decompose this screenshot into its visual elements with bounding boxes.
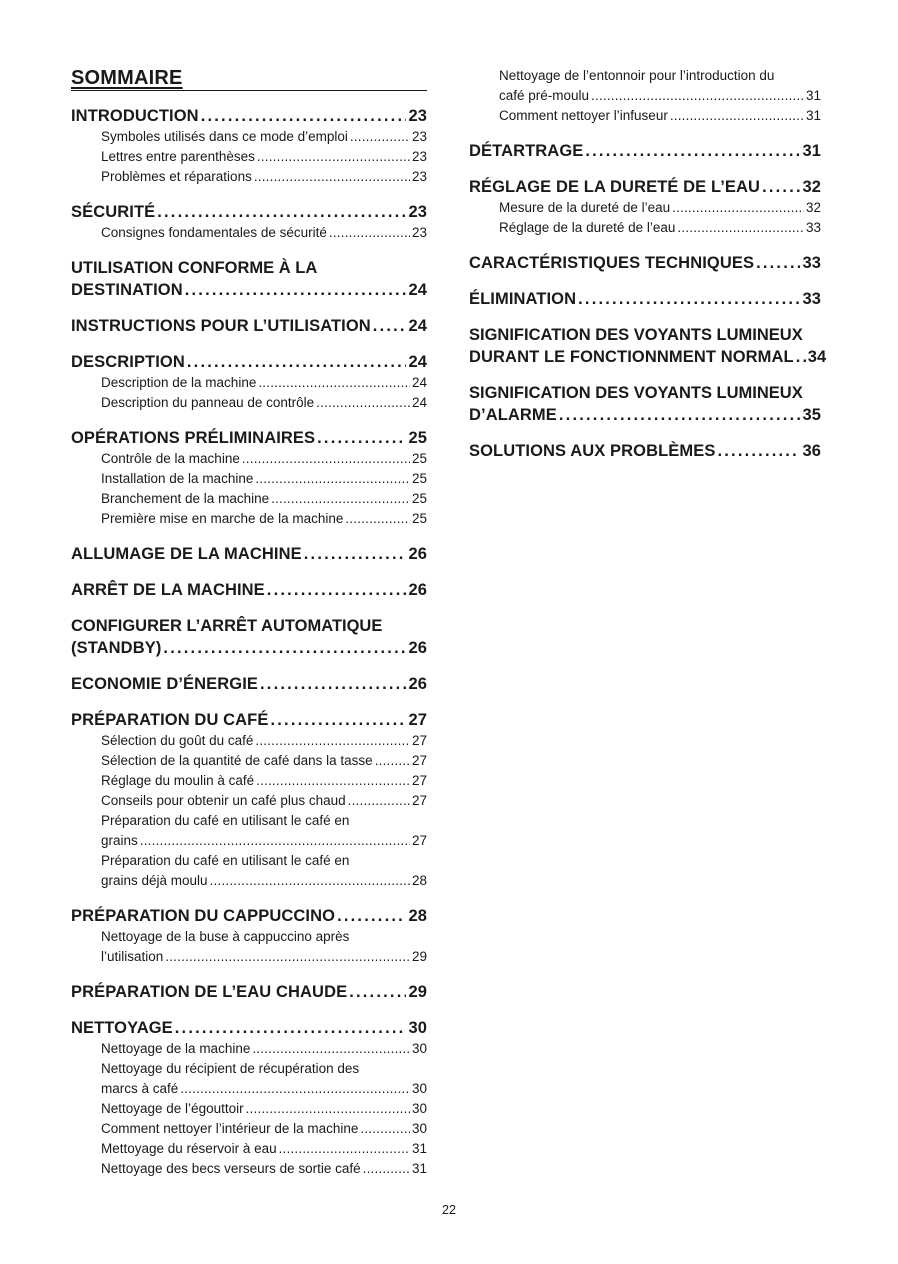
- section-heading-entry[interactable]: [71, 543, 427, 565]
- subsection-label: Première mise en marche de la machine: [101, 511, 344, 526]
- subsection-page: 27: [411, 833, 427, 848]
- subsection-label: Contrôle de la machine: [101, 451, 240, 466]
- toc-section: [71, 105, 427, 187]
- section-heading-label: DURANT LE FONCTIONNMENT NORMAL: [469, 348, 794, 366]
- subsection-label: l’utilisation: [101, 949, 164, 964]
- section-heading-label: DESTINATION: [71, 281, 183, 299]
- section-heading-page: 24: [408, 281, 427, 299]
- subsection-entry[interactable]: [71, 731, 427, 751]
- subsection-line1: Préparation du café en utilisant le café en: [101, 813, 350, 828]
- section-heading-page: 26: [408, 675, 427, 693]
- leader-dots: [337, 905, 406, 927]
- subsection-entry[interactable]: [71, 791, 427, 811]
- leader-dots: [585, 140, 800, 162]
- subsection-entry[interactable]: [71, 1159, 427, 1179]
- subsection-page: 31: [411, 1141, 427, 1156]
- toc-right-column: [469, 66, 827, 476]
- toc-section: [71, 257, 427, 301]
- leader-dots: [329, 223, 410, 243]
- subsection-page: 31: [411, 1161, 427, 1176]
- section-heading-label: PRÉPARATION DU CAPPUCCINO: [71, 907, 336, 925]
- subsection-line1: Nettoyage du récipient de récupération des: [101, 1061, 360, 1076]
- section-heading-line1: UTILISATION CONFORME À LA: [71, 259, 318, 277]
- subsection-label: Consignes fondamentales de sécurité: [101, 225, 327, 240]
- section-heading-label: (STANDBY): [71, 639, 162, 657]
- subsection-label: Sélection du goût du café: [101, 733, 254, 748]
- section-heading-label: INSTRUCTIONS POUR L’UTILISATION: [71, 317, 371, 335]
- subsection-page: 24: [411, 395, 427, 410]
- toc-section: [71, 579, 427, 601]
- toc-section: [71, 315, 427, 337]
- section-heading-entry[interactable]: [469, 288, 821, 310]
- section-heading-entry[interactable]: [71, 637, 427, 659]
- section-heading-page: 33: [802, 254, 821, 272]
- toc-right-sections: [469, 66, 827, 462]
- subsection-entry[interactable]: [71, 1039, 427, 1059]
- subsection-entry[interactable]: [71, 1119, 427, 1139]
- subsection-entry[interactable]: [71, 127, 427, 147]
- subsection-entry[interactable]: [71, 871, 427, 891]
- section-heading-label: SÉCURITÉ: [71, 203, 156, 221]
- toc-section: [469, 252, 821, 274]
- leader-dots: [180, 1079, 410, 1099]
- toc-left-sections: [71, 105, 427, 1179]
- leader-dots: [279, 1139, 410, 1159]
- section-heading-page: 35: [802, 406, 821, 424]
- section-heading-label: SOLUTIONS AUX PROBLÈMES: [469, 442, 716, 460]
- leader-dots: [187, 351, 407, 373]
- leader-dots: [140, 831, 410, 851]
- toc-title: SOMMAIRE: [71, 66, 427, 91]
- section-heading-entry[interactable]: [469, 440, 821, 462]
- leader-dots: [271, 489, 410, 509]
- leader-dots: [255, 731, 410, 751]
- subsection-label: Nettoyage de la machine: [101, 1041, 251, 1056]
- subsection-entry[interactable]: [469, 86, 821, 106]
- toc-section: [469, 288, 821, 310]
- subsection-page: 25: [411, 451, 427, 466]
- section-heading-page: 36: [802, 442, 821, 460]
- subsection-page: 30: [411, 1081, 427, 1096]
- toc-section: [469, 324, 827, 368]
- toc-section: [469, 66, 821, 126]
- section-heading-entry[interactable]: [469, 404, 821, 426]
- section-heading-entry[interactable]: [71, 1017, 427, 1039]
- leader-dots: [672, 198, 804, 218]
- subsection-page: 29: [411, 949, 427, 964]
- leader-dots: [348, 791, 410, 811]
- toc-section: [71, 905, 427, 967]
- subsection-entry[interactable]: [71, 167, 427, 187]
- subsection-entry[interactable]: [71, 831, 427, 851]
- leader-dots: [258, 373, 410, 393]
- leader-dots: [175, 1017, 407, 1039]
- section-heading-entry[interactable]: [71, 351, 427, 373]
- subsection-page: 27: [411, 773, 427, 788]
- section-heading-entry[interactable]: [469, 176, 821, 198]
- section-heading-page: 23: [408, 107, 427, 125]
- leader-dots: [345, 509, 410, 529]
- subsection-label: grains déjà moulu: [101, 873, 208, 888]
- subsection-entry[interactable]: [71, 449, 427, 469]
- subsection-entry[interactable]: [71, 1079, 427, 1099]
- subsection-label: marcs à café: [101, 1081, 179, 1096]
- leader-dots: [163, 637, 406, 659]
- section-heading-entry[interactable]: [71, 201, 427, 223]
- subsection-entry[interactable]: [71, 1139, 427, 1159]
- subsection-label: Mettoyage du réservoir à eau: [101, 1141, 277, 1156]
- subsection-label: Installation de la machine: [101, 471, 254, 486]
- subsection-line1: Nettoyage de l’entonnoir pour l’introduction du: [499, 68, 775, 83]
- section-heading-label: ECONOMIE D’ÉNERGIE: [71, 675, 258, 693]
- section-heading-label: RÉGLAGE DE LA DURETÉ DE L’EAU: [469, 178, 761, 196]
- leader-dots: [316, 393, 410, 413]
- subsection-label: Comment nettoyer l’infuseur: [499, 108, 668, 123]
- subsection-page: 30: [411, 1121, 427, 1136]
- subsection-label: Problèmes et réparations: [101, 169, 252, 184]
- section-heading-page: 24: [408, 317, 427, 335]
- section-heading-page: 34: [807, 348, 827, 366]
- section-heading-entry[interactable]: [71, 905, 427, 927]
- subsection-page: 33: [805, 220, 821, 235]
- leader-dots: [717, 440, 800, 462]
- leader-dots: [254, 167, 410, 187]
- subsection-page: 23: [411, 169, 427, 184]
- section-heading-label: ALLUMAGE DE LA MACHINE: [71, 545, 302, 563]
- subsection-page: 31: [805, 108, 821, 123]
- leader-dots: [373, 315, 407, 337]
- toc-section: [71, 673, 427, 695]
- section-heading-label: DÉTARTRAGE: [469, 142, 584, 160]
- section-heading-page: 29: [408, 983, 427, 1001]
- section-heading-entry[interactable]: [71, 709, 427, 731]
- leader-dots: [349, 981, 406, 1003]
- section-heading-label: ÉLIMINATION: [469, 290, 577, 308]
- toc-section: [469, 140, 821, 162]
- leader-dots: [270, 709, 406, 731]
- section-heading-entry[interactable]: [71, 427, 427, 449]
- leader-dots: [375, 751, 410, 771]
- subsection-label: Branchement de la machine: [101, 491, 270, 506]
- leader-dots: [256, 771, 410, 791]
- section-heading-entry[interactable]: [469, 252, 821, 274]
- leader-dots: [350, 127, 410, 147]
- section-heading-page: 31: [802, 142, 821, 160]
- section-heading-line1: SIGNIFICATION DES VOYANTS LUMINEUX: [469, 384, 803, 402]
- subsection-page: 32: [805, 200, 821, 215]
- toc-section: [71, 201, 427, 243]
- leader-dots: [210, 871, 410, 891]
- subsection-entry[interactable]: [71, 771, 427, 791]
- subsection-label: Réglage de la dureté de l’eau: [499, 220, 676, 235]
- subsection-entry[interactable]: [71, 373, 427, 393]
- section-heading-entry[interactable]: [469, 140, 821, 162]
- leader-dots: [201, 105, 407, 127]
- subsection-entry[interactable]: [469, 198, 821, 218]
- subsection-label: Conseils pour obtenir un café plus chaud: [101, 793, 346, 808]
- leader-dots: [578, 288, 800, 310]
- leader-dots: [762, 176, 800, 198]
- subsection-page: 23: [411, 225, 427, 240]
- leader-dots: [185, 279, 407, 301]
- leader-dots: [591, 86, 804, 106]
- leader-dots: [670, 106, 804, 126]
- section-heading-line1: CONFIGURER L’ARRÊT AUTOMATIQUE: [71, 617, 383, 635]
- toc-section: [71, 709, 427, 891]
- leader-dots: [267, 579, 407, 601]
- section-heading-page: 25: [408, 429, 427, 447]
- section-heading-label: OPÉRATIONS PRÉLIMINAIRES: [71, 429, 316, 447]
- leader-dots: [756, 252, 800, 274]
- leader-dots: [796, 346, 806, 368]
- subsection-label: Symboles utilisés dans ce mode d’emploi: [101, 129, 348, 144]
- section-heading-entry[interactable]: [71, 981, 427, 1003]
- subsection-page: 25: [411, 491, 427, 506]
- leader-dots: [165, 947, 410, 967]
- toc-section: [71, 615, 427, 659]
- section-heading-entry[interactable]: [71, 673, 427, 695]
- leader-dots: [255, 469, 410, 489]
- leader-dots: [304, 543, 407, 565]
- leader-dots: [242, 449, 410, 469]
- subsection-label: café pré-moulu: [499, 88, 590, 103]
- subsection-entry[interactable]: [71, 751, 427, 771]
- subsection-label: Réglage du moulin à café: [101, 773, 255, 788]
- section-heading-label: CARACTÉRISTIQUES TECHNIQUES: [469, 254, 755, 272]
- leader-dots: [363, 1159, 410, 1179]
- section-heading-page: 27: [408, 711, 427, 729]
- subsection-entry[interactable]: [71, 509, 427, 529]
- toc-section: [71, 351, 427, 413]
- section-heading-page: 30: [408, 1019, 427, 1037]
- leader-dots: [257, 147, 410, 167]
- section-heading-entry[interactable]: [71, 105, 427, 127]
- subsection-label: Comment nettoyer l’intérieur de la machine: [101, 1121, 359, 1136]
- section-heading-line1: SIGNIFICATION DES VOYANTS LUMINEUX: [469, 326, 803, 344]
- section-heading-page: 28: [408, 907, 427, 925]
- section-heading-entry[interactable]: [469, 346, 827, 368]
- subsection-label: Nettoyage des becs verseurs de sortie café: [101, 1161, 361, 1176]
- subsection-label: Nettoyage de l’égouttoir: [101, 1101, 244, 1116]
- subsection-entry[interactable]: [71, 223, 427, 243]
- section-heading-label: NETTOYAGE: [71, 1019, 173, 1037]
- subsection-page: 25: [411, 511, 427, 526]
- section-heading-page: 26: [408, 545, 427, 563]
- toc-section: [71, 543, 427, 565]
- section-heading-label: PRÉPARATION DU CAFÉ: [71, 711, 269, 729]
- leader-dots: [252, 1039, 410, 1059]
- toc-section: [469, 440, 821, 462]
- section-heading-label: DESCRIPTION: [71, 353, 185, 371]
- subsection-label: Sélection de la quantité de café dans la tasse: [101, 753, 373, 768]
- subsection-page: 27: [411, 793, 427, 808]
- section-heading-label: ARRÊT DE LA MACHINE: [71, 581, 265, 599]
- subsection-page: 30: [411, 1041, 427, 1056]
- section-heading-entry[interactable]: [71, 315, 427, 337]
- subsection-label: Description de la machine: [101, 375, 257, 390]
- leader-dots: [677, 218, 804, 238]
- subsection-label: Lettres entre parenthèses: [101, 149, 255, 164]
- section-heading-entry[interactable]: [71, 579, 427, 601]
- leader-dots: [317, 427, 406, 449]
- subsection-page: 27: [411, 753, 427, 768]
- leader-dots: [260, 673, 406, 695]
- subsection-line1: Préparation du café en utilisant le café en: [101, 853, 350, 868]
- subsection-page: 24: [411, 375, 427, 390]
- page-number: 22: [442, 1203, 456, 1217]
- subsection-entry[interactable]: [71, 393, 427, 413]
- subsection-page: 28: [411, 873, 427, 888]
- subsection-entry[interactable]: [469, 218, 821, 238]
- section-heading-page: 33: [802, 290, 821, 308]
- section-heading-label: PRÉPARATION DE L’EAU CHAUDE: [71, 983, 348, 1001]
- subsection-entry[interactable]: [71, 489, 427, 509]
- subsection-page: 31: [805, 88, 821, 103]
- toc-section: [469, 382, 821, 426]
- subsection-entry[interactable]: [71, 147, 427, 167]
- subsection-label: grains: [101, 833, 138, 848]
- section-heading-page: 26: [408, 581, 427, 599]
- toc-section: [71, 1017, 427, 1179]
- subsection-entry[interactable]: [469, 106, 821, 126]
- toc-left-column: [71, 66, 427, 1193]
- subsection-page: 30: [411, 1101, 427, 1116]
- subsection-entry[interactable]: [71, 947, 427, 967]
- subsection-page: 25: [411, 471, 427, 486]
- subsection-page: 23: [411, 149, 427, 164]
- subsection-page: 27: [411, 733, 427, 748]
- toc-section: [71, 427, 427, 529]
- subsection-label: Mesure de la dureté de l’eau: [499, 200, 671, 215]
- leader-dots: [360, 1119, 410, 1139]
- section-heading-label: D’ALARME: [469, 406, 557, 424]
- subsection-entry[interactable]: [71, 469, 427, 489]
- leader-dots: [559, 404, 801, 426]
- section-heading-page: 24: [408, 353, 427, 371]
- section-heading-entry[interactable]: [71, 279, 427, 301]
- section-heading-page: 23: [408, 203, 427, 221]
- subsection-label: Description du panneau de contrôle: [101, 395, 315, 410]
- section-heading-page: 32: [802, 178, 821, 196]
- subsection-line1: Nettoyage de la buse à cappuccino après: [101, 929, 350, 944]
- subsection-entry[interactable]: [71, 1099, 427, 1119]
- toc-section: [469, 176, 821, 238]
- leader-dots: [246, 1099, 410, 1119]
- toc-section: [71, 981, 427, 1003]
- section-heading-label: INTRODUCTION: [71, 107, 199, 125]
- section-heading-page: 26: [408, 639, 427, 657]
- subsection-page: 23: [411, 129, 427, 144]
- leader-dots: [157, 201, 406, 223]
